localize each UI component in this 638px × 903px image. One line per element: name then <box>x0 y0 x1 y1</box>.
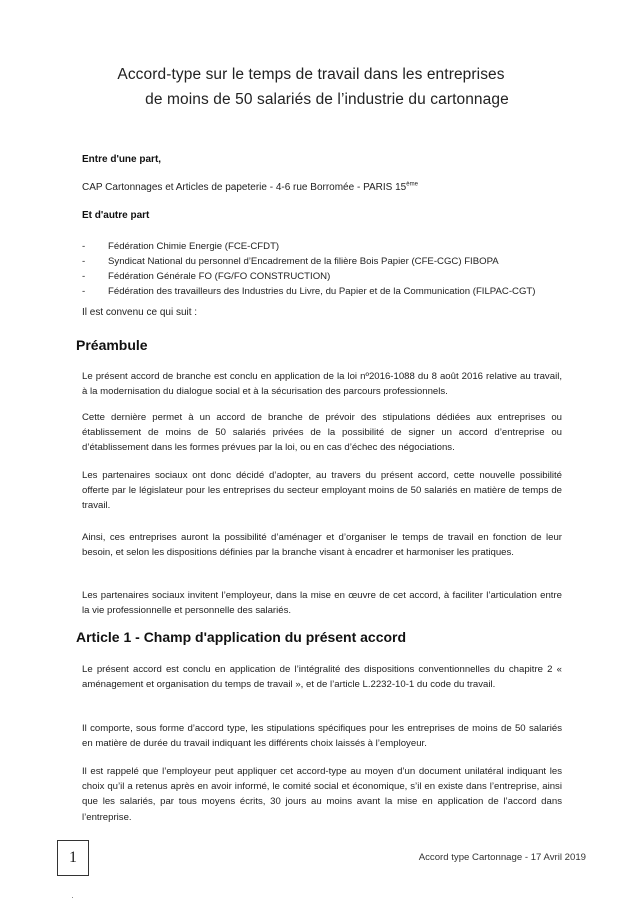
preambule-paragraph-3: Les partenaires sociaux ont donc décidé d’adopter, au travers du présent accord, cette nouvelle possibilité offerte par le législateur pour les entreprises du secteur employant moins de 50 salariés en matière de temps de travail. <box>82 470 562 512</box>
party1-superscript: ème <box>406 181 418 188</box>
preambule-paragraph-1: Le présent accord de branche est conclu en application de la loi nº2016-1088 du 8 août 2016 relative au travail, à la modernisation du dialogue social et à la sécurisation des parcours professionnels. <box>82 371 562 398</box>
page-number: 1 <box>69 849 77 866</box>
footer-text: Accord type Cartonnage - 17 Avril 2019 <box>418 852 586 863</box>
page-number-box <box>57 840 89 876</box>
list-item: - Syndicat National du personnel d’Encadrement de la filière Bois Papier (CFE-CGC) FIBOPA <box>82 254 535 269</box>
party1-text: CAP Cartonnages et Articles de papeterie - 4-6 rue Borromée - PARIS 15ème <box>82 181 418 193</box>
party2-label: Et d'autre part <box>82 210 150 221</box>
convenu-text: Il est convenu ce qui suit : <box>82 307 198 318</box>
list-item: - Fédération des travailleurs des Industries du Livre, du Papier et de la Communication (FILPAC-CGT) <box>82 284 535 299</box>
page-mark <box>72 897 73 898</box>
article1-paragraph-1: Le présent accord est conclu en application de l’intégralité des dispositions conventionnelles du chapitre 2 « aménagement et organisation du temps de travail », et de l’article L.2232-10-1 du code du travail. <box>82 664 562 691</box>
list-item: - Fédération Chimie Energie (FCE-CFDT) <box>82 239 535 254</box>
preambule-heading: Préambule <box>76 337 148 353</box>
party2-list <box>82 239 535 299</box>
preambule-paragraph-2: Cette dernière permet à un accord de branche de prévoir des stipulations dédiées aux entreprises ou établissement de moins de 50 salariés privées de la possibilité de signer un accord d’entreprise ou d’établissement dans les formes prévues par la loi, ou en cas d’échec des négociations. <box>82 412 562 454</box>
article1-paragraph-2: Il comporte, sous forme d’accord type, les stipulations spécifiques pour les entreprises de moins de 50 salariés en matière de durée du travail indiquant les différents choix laissés à l’employeur. <box>82 723 562 750</box>
party1-label: Entre d'une part, <box>82 154 162 165</box>
document-title-line1: Accord-type sur le temps de travail dans les entreprises <box>117 66 505 83</box>
list-item: - Fédération Générale FO (FG/FO CONSTRUCTION) <box>82 269 535 284</box>
document-title-line2: de moins de 50 salariés de l’industrie du cartonnage <box>145 91 509 108</box>
article1-paragraph-3: Il est rappelé que l’employeur peut appliquer cet accord-type au moyen d’un document unilatéral indiquant les choix qu’il a retenus après en avoir informé, le comité social et économique, s’il en existe dans l’entreprise, ainsi que les salariés, par tous moyens écrits, 30 jours au moins avant la mise en application de l’accord dans l’entreprise. <box>82 766 562 823</box>
preambule-paragraph-5: Les partenaires sociaux invitent l’employeur, dans la mise en œuvre de cet accord, à faciliter l’articulation entre la vie professionnelle et personnelle des salariés. <box>82 590 562 617</box>
article1-heading: Article 1 - Champ d'application du présent accord <box>76 629 407 645</box>
preambule-paragraph-4: Ainsi, ces entreprises auront la possibilité d’aménager et d’organiser le temps de travail en fonction de leur besoin, et selon les dispositions définies par la branche visant à encadrer et harmoniser les pratiques. <box>82 532 562 559</box>
